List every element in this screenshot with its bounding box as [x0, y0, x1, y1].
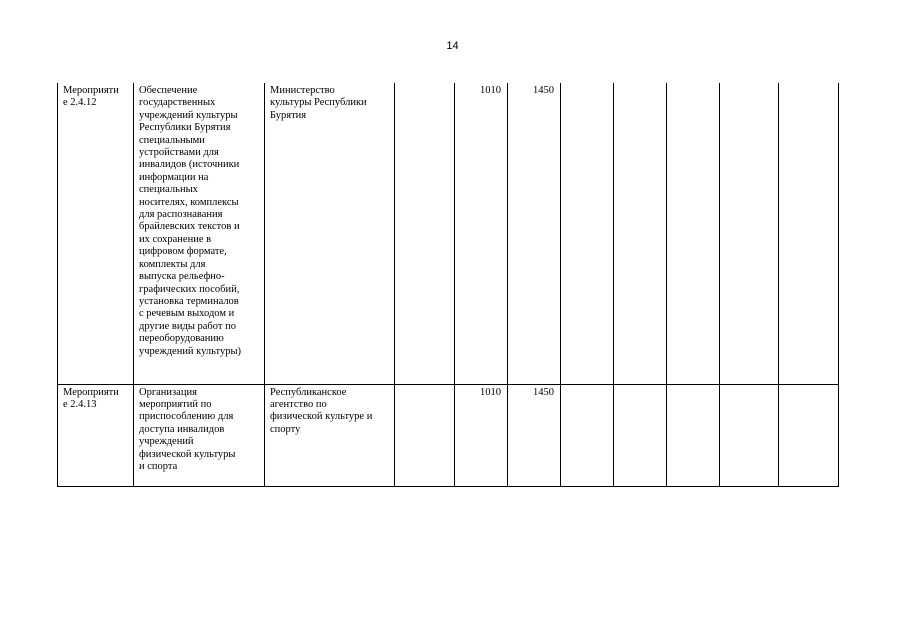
description-cell [134, 384, 265, 486]
responsible-executor: Министерство культуры Республики Бурятия [270, 85, 367, 121]
budget-code-cell: 1010 [455, 384, 508, 486]
budget-code-cell: 1450 [508, 83, 561, 384]
activity-cell [58, 83, 134, 384]
empty-cell [561, 384, 614, 486]
executor-cell [265, 384, 395, 486]
empty-cell [720, 83, 779, 384]
activity-description: Организация мероприятий по приспособлению для доступа инвалидов учреждений физической культуры и спорта [139, 386, 236, 472]
page-number: 14 [446, 40, 459, 52]
empty-cell [720, 384, 779, 486]
empty-cell [614, 384, 667, 486]
responsible-executor: Республиканское агентство по физической культуре и спорту [270, 386, 373, 435]
empty-cell [779, 384, 839, 486]
activities-table [57, 83, 839, 487]
empty-cell [561, 83, 614, 384]
budget-code-cell: 1450 [508, 384, 561, 486]
empty-cell [395, 384, 455, 486]
table-row [58, 384, 839, 486]
empty-cell [667, 384, 720, 486]
empty-cell [779, 83, 839, 384]
empty-cell [667, 83, 720, 384]
budget-code-cell: 1010 [455, 83, 508, 384]
table-row [58, 83, 839, 384]
description-cell [134, 83, 265, 384]
empty-cell [614, 83, 667, 384]
activity-label: Мероприяти е 2.4.12 [63, 85, 119, 109]
empty-cell [395, 83, 455, 384]
activity-label: Мероприяти е 2.4.13 [63, 386, 119, 410]
executor-cell [265, 83, 395, 384]
activity-cell [58, 384, 134, 486]
activity-description: Обеспечение государственных учреждений культуры Республики Бурятия специальными устройствами для инвалидов (источники информации на специальных носителях, комплексы для распознавания брайлевских текстов и их сохранение в цифровом формате, комплекты для выпуска рельефно- графических пособий, установка терминалов с речевым выходом и другие виды работ по переоборудованию учреждений культуры) [139, 85, 242, 357]
